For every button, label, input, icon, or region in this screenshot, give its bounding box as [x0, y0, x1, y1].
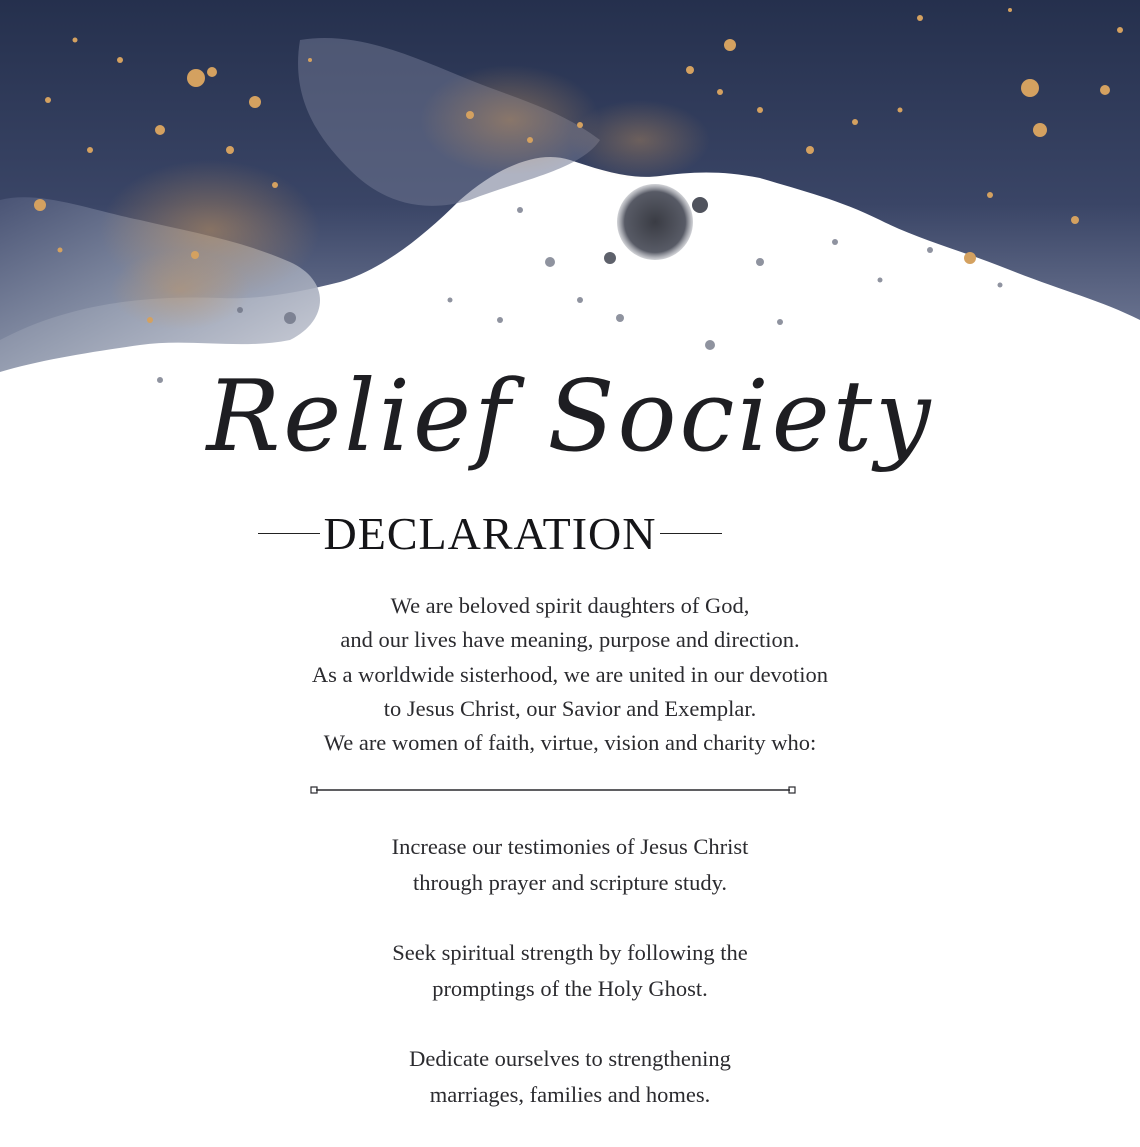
declaration-item	[150, 935, 990, 1007]
declaration-title: DECLARATION	[323, 507, 657, 559]
item-line: Seek spiritual strength by following the	[392, 940, 748, 965]
declaration-item	[150, 1041, 990, 1113]
item-line: promptings of the Holy Ghost.	[432, 976, 708, 1001]
declaration-items	[150, 829, 990, 1147]
intro-line: We are beloved spirit daughters of God,	[390, 593, 750, 618]
ink-blot	[617, 184, 693, 260]
intro-line: We are women of faith, virtue, vision and charity who:	[323, 730, 817, 756]
item-line: through prayer and scripture study.	[412, 870, 728, 895]
left-rule	[258, 533, 320, 534]
item-line: Dedicate ourselves to strengthening	[409, 1046, 731, 1071]
intro-line: As a worldwide sisterhood, we are united in our devotion	[311, 661, 829, 687]
declaration-heading	[230, 505, 750, 561]
intro-line: and our lives have meaning, purpose and direction.	[340, 627, 800, 653]
intro-line: to Jesus Christ, our Savior and Exemplar.	[383, 695, 757, 721]
right-rule	[660, 533, 722, 534]
item-line: marriages, families and homes.	[429, 1082, 711, 1107]
intro-paragraph	[150, 589, 990, 760]
declaration-item	[150, 829, 990, 901]
item-line: Increase our testimonies of Jesus Christ	[391, 834, 749, 859]
section-divider	[310, 784, 796, 796]
title-script: Relief Society	[206, 360, 934, 474]
